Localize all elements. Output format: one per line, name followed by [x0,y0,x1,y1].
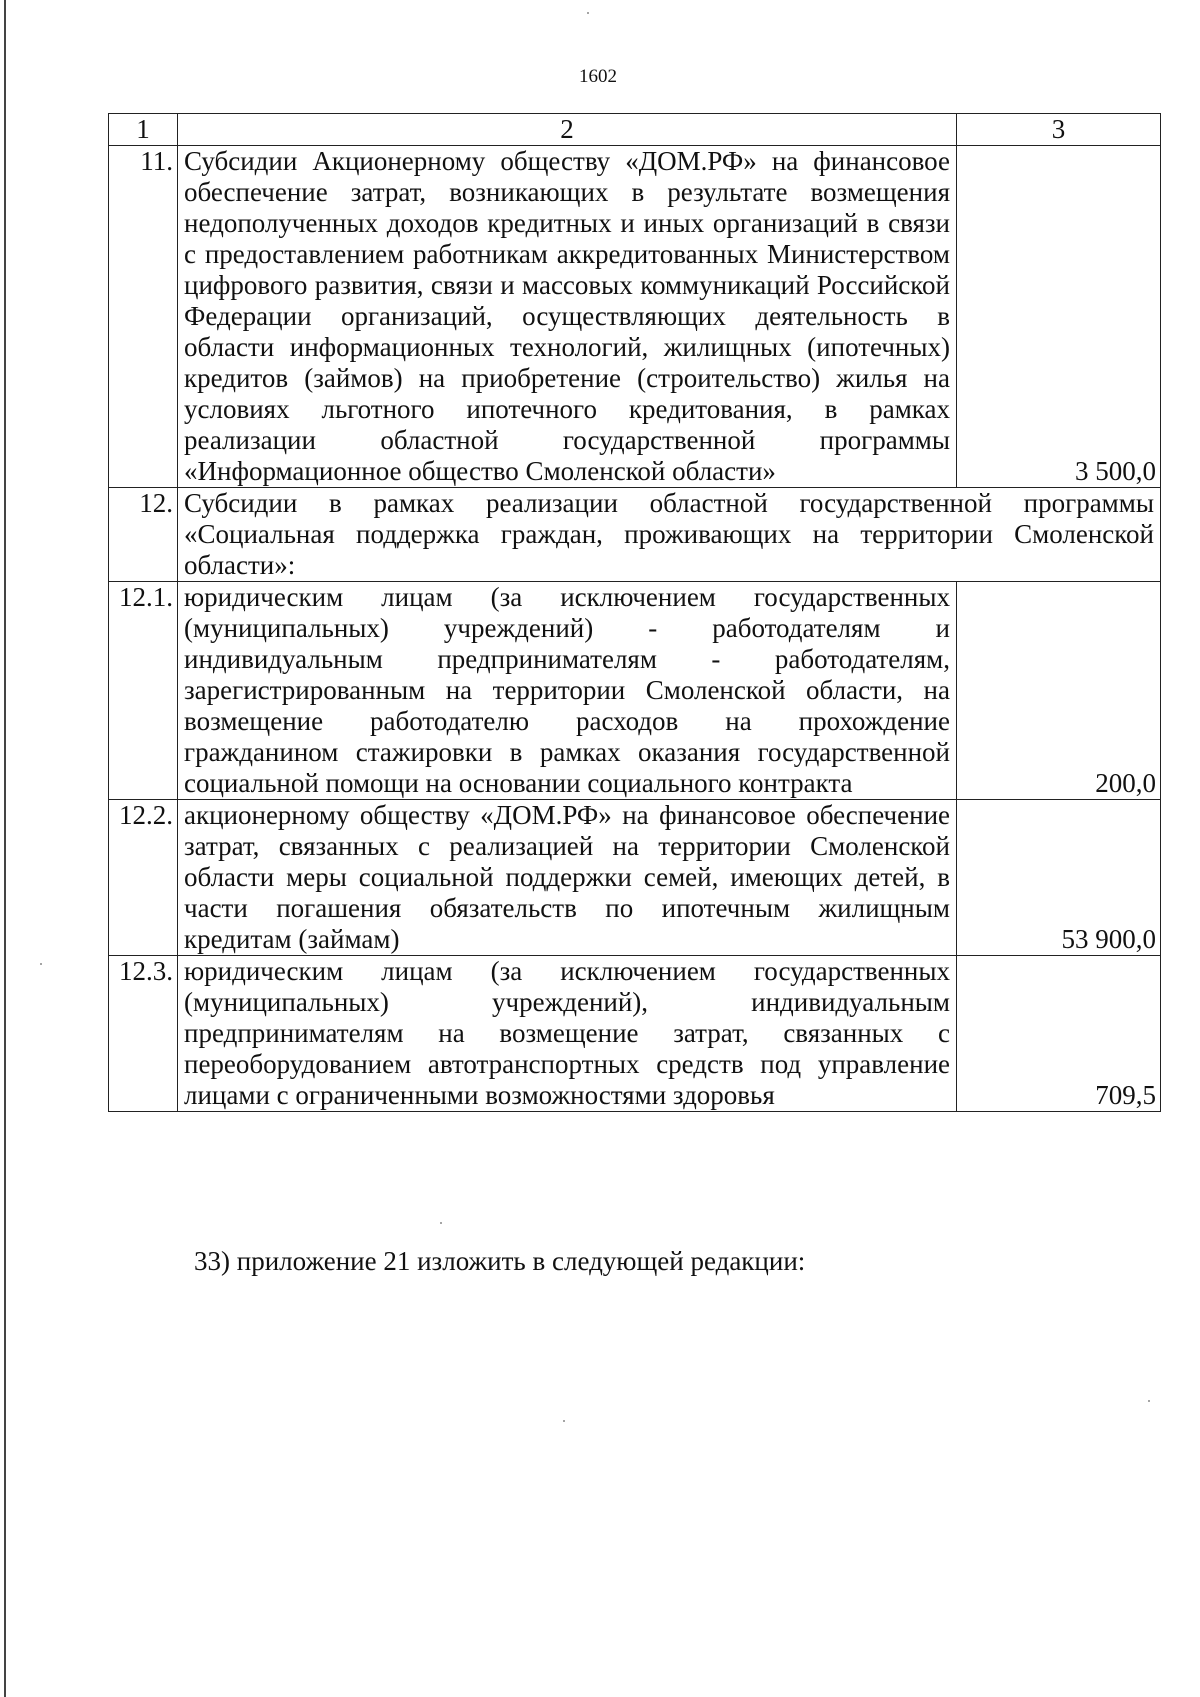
table-row [109,800,1161,956]
row-number: 11. [109,146,178,488]
table-row [109,146,1161,488]
row-amount: 200,0 [957,582,1161,800]
row-number: 12.1. [109,582,178,800]
scan-speck [1148,1400,1150,1402]
scan-speck [563,1420,565,1422]
table-header-row [109,114,1161,146]
row-number: 12.3. [109,956,178,1112]
row-description: акционерному обществу «ДОМ.РФ» на финансовое обеспечение затрат, связанных с реализацией на территории Смоленской области меры социальной поддержки семей, имеющих детей, в части погашения обязательств по ипотечным жилищным кредитам (займам) [178,800,957,956]
header-col-3: 3 [957,114,1161,146]
table-row [109,582,1161,800]
row-amount: 53 900,0 [957,800,1161,956]
row-amount: 709,5 [957,956,1161,1112]
row-number: 12. [109,488,178,582]
page-number: 1602 [579,66,617,87]
header-col-1: 1 [109,114,178,146]
row-number: 12.2. [109,800,178,956]
row-description: юридическим лицам (за исключением государственных (муниципальных) учреждений), индивидуальным предпринимателям на возмещение затрат, связанных с переоборудованием автотранспортных средств под управление лицами с ограниченными возможностями здоровья [178,956,957,1112]
table-row [109,956,1161,1112]
table-row [109,488,1161,582]
row-description: Субсидии Акционерному обществу «ДОМ.РФ» на финансовое обеспечение затрат, возникающих в результате возмещения недополученных доходов кредитных и иных организаций в связи с предоставлением работникам аккредитованных Министерством цифрового развития, связи и массовых коммуникаций Российской Федерации организаций, осуществляющих деятельность в области информационных технологий, жилищных (ипотечных) кредитов (займов) на приобретение (строительство) жилья на условиях льготного ипотечного кредитования, в рамках реализации областной государственной программы «Информационное общество Смоленской области» [178,146,957,488]
scan-speck [587,12,589,14]
row-description: Субсидии в рамках реализации областной государственной программы «Социальная поддержка граждан, проживающих на территории Смоленской области»: [178,488,1161,582]
row-description: юридическим лицам (за исключением государственных (муниципальных) учреждений) - работодателям и индивидуальным предпринимателям - работодателям, зарегистрированным на территории Смоленской области, на возмещение работодателю расходов на прохождение гражданином стажировки в рамках оказания государственной социальной помощи на основании социального контракта [178,582,957,800]
scan-edge-line [4,0,6,1697]
budget-table [108,113,1161,1112]
row-amount: 3 500,0 [957,146,1161,488]
footer-instruction: 33) приложение 21 изложить в следующей редакции: [194,1246,806,1276]
header-col-2: 2 [178,114,957,146]
scan-speck [440,1222,442,1224]
scan-speck [40,963,42,965]
